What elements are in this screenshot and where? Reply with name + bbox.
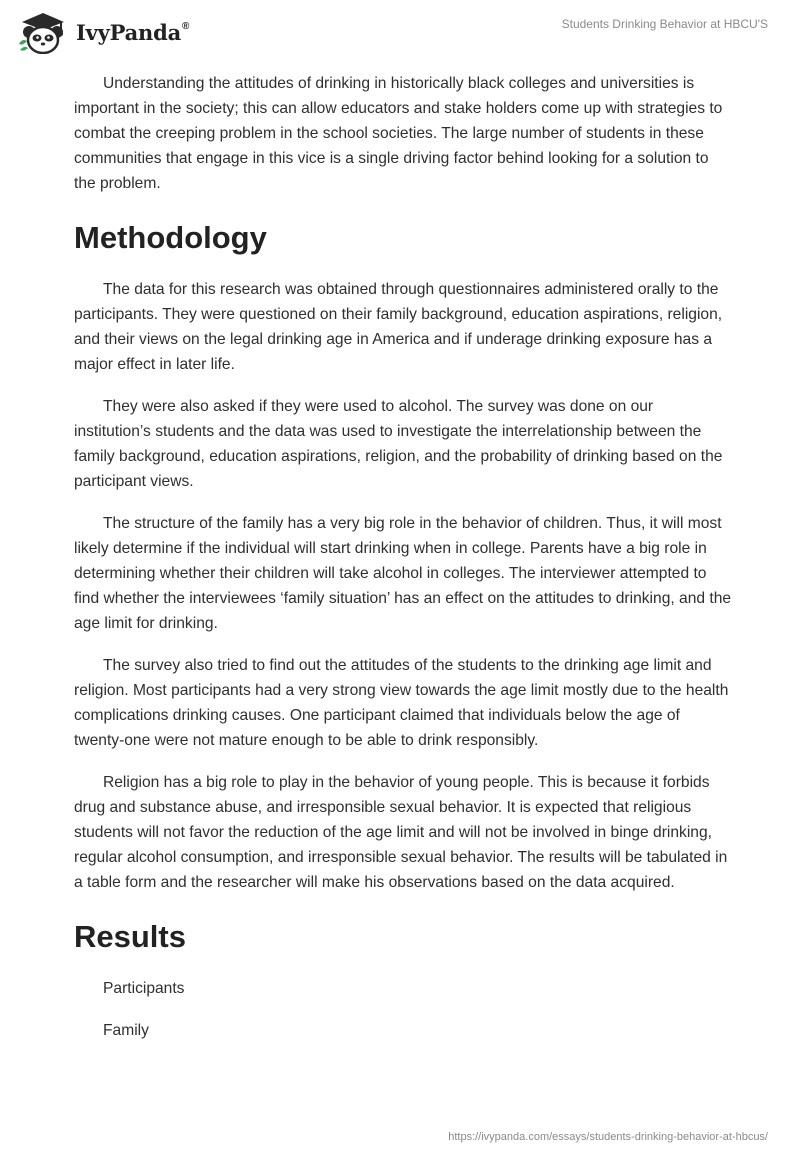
results-heading: Results bbox=[74, 919, 186, 954]
intro-paragraph: Understanding the attitudes of drinking in historically black colleges and universities is important in the society; this can allow educators and stake holders come up with strategies to combat the creeping problem in the school societies. The large number of students in these communities that engage in this vice is a single driving factor behind looking for a solution to the problem. bbox=[74, 75, 723, 192]
methodology-paragraph: Religion has a big role to play in the behavior of young people. This is because it forbids drug and substance abuse, and irresponsible sexual behavior. It is expected that religious students will not favor the reduction of the age limit and will not be involved in binge drinking, regular alcohol consumption, and irresponsible sexual behavior. The results will be tabulated in a table form and the researcher will make his observations based on the data acquired. bbox=[74, 774, 728, 891]
methodology-paragraph: The survey also tried to find out the attitudes of the students to the drinking age limit and religion. Most participants had a very strong view towards the age limit mostly due to the health complications drinking causes. One participant claimed that individuals below the age of twenty-one were not mature enough to be able to drink responsibly. bbox=[74, 657, 729, 749]
methodology-paragraph: The data for this research was obtained through questionnaires administered orally to the participants. They were questioned on their family background, education aspirations, religion, and their views on the legal drinking age in America and if underage drinking exposure has a major effect in later life. bbox=[74, 281, 723, 373]
panda-graduate-icon bbox=[16, 10, 70, 54]
methodology-paragraph: They were also asked if they were used to alcohol. The survey was done on our institution’s students and the data was used to investigate the interrelationship between the family background, education aspirations, religion, and the probability of drinking based on the participant views. bbox=[74, 398, 723, 490]
methodology-paragraph: The structure of the family has a very big role in the behavior of children. Thus, it will most likely determine if the individual will start drinking when in college. Parents have a big role in determining whether their children will take alcohol in colleges. The interviewer attempted to find whether the interviewees ‘family situation’ has an effect on the attitudes to drinking, and the age limit for drinking. bbox=[74, 515, 732, 632]
brand-logo[interactable] bbox=[16, 10, 189, 54]
methodology-heading: Methodology bbox=[74, 220, 267, 255]
document-title: Students Drinking Behavior at HBCU'S bbox=[561, 17, 768, 31]
results-item-family: Family bbox=[103, 1022, 149, 1039]
article-body bbox=[74, 71, 734, 1060]
results-item-participants: Participants bbox=[103, 980, 185, 997]
brand-name: IvyPanda® bbox=[76, 19, 190, 45]
source-url-link[interactable]: https://ivypanda.com/essays/students-drinking-behavior-at-hbcus/ bbox=[448, 1131, 768, 1143]
